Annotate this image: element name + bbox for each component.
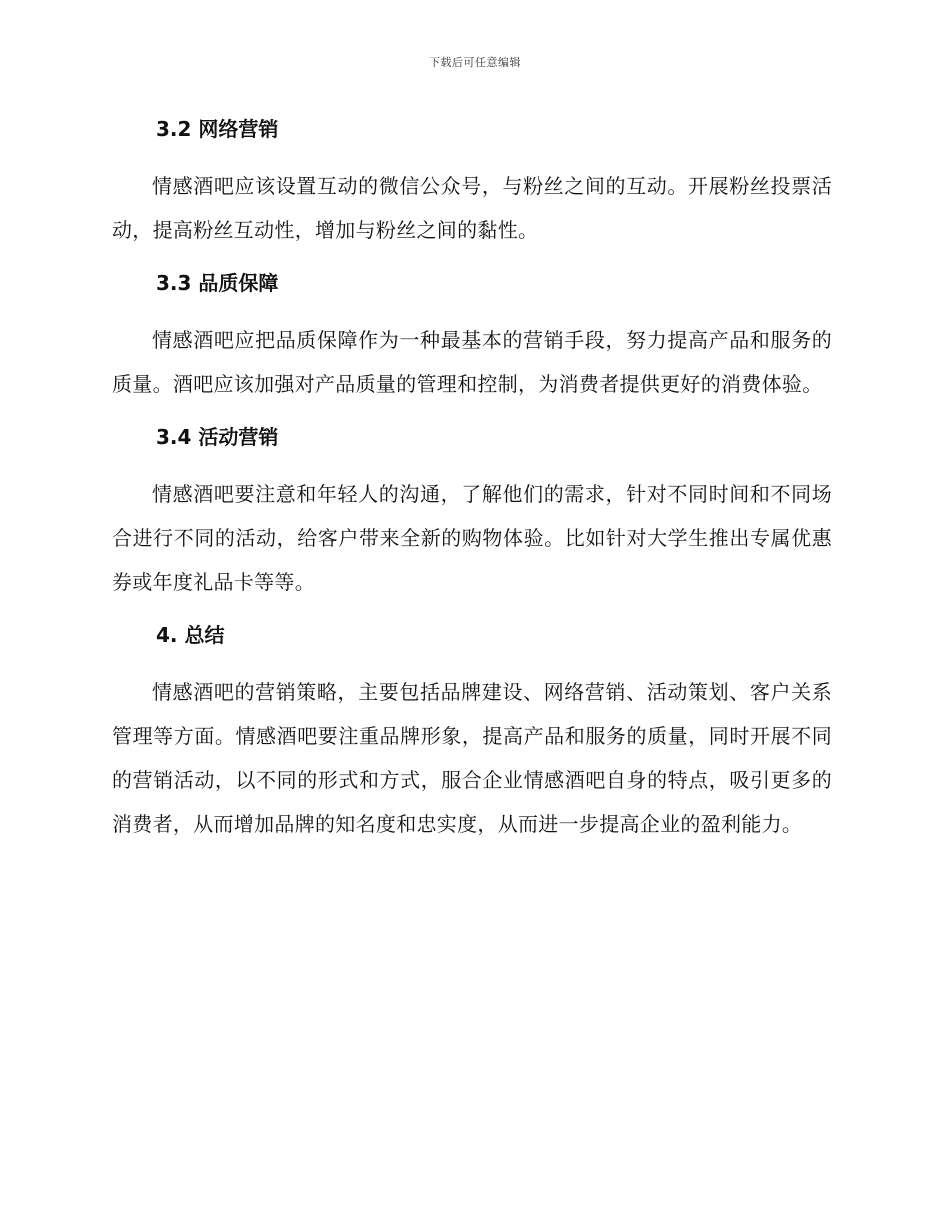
section-heading-3-2: 3.2 网络营销 bbox=[156, 117, 279, 141]
section-heading-3-4: 3.4 活动营销 bbox=[156, 425, 279, 449]
section-paragraph-3-3: 情感酒吧应把品质保障作为一种最基本的营销手段，努力提高产品和服务的质量。酒吧应该加强对产品质量的管理和控制，为消费者提供更好的消费体验。 bbox=[112, 328, 832, 396]
section-paragraph-3-2: 情感酒吧应该设置互动的微信公众号，与粉丝之间的互动。开展粉丝投票活动，提高粉丝互动性，增加与粉丝之间的黏性。 bbox=[112, 174, 832, 242]
section-heading-3-3: 3.3 品质保障 bbox=[156, 271, 279, 295]
section-heading-4: 4. 总结 bbox=[156, 623, 225, 647]
document-body bbox=[112, 112, 832, 846]
section-paragraph-4: 情感酒吧的营销策略，主要包括品牌建设、网络营销、活动策划、客户关系管理等方面。情感酒吧要注重品牌形象，提高产品和服务的质量，同时开展不同的营销活动，以不同的形式和方式，服合企业情感酒吧自身的特点，吸引更多的消费者，从而增加品牌的知名度和忠实度，从而进一步提高企业的盈利能力。 bbox=[112, 680, 832, 836]
section-paragraph-3-4: 情感酒吧要注意和年轻人的沟通，了解他们的需求，针对不同时间和不同场合进行不同的活动，给客户带来全新的购物体验。比如针对大学生推出专属优惠券或年度礼品卡等等。 bbox=[112, 482, 832, 594]
page-header: 下载后可任意编辑 bbox=[429, 56, 521, 69]
